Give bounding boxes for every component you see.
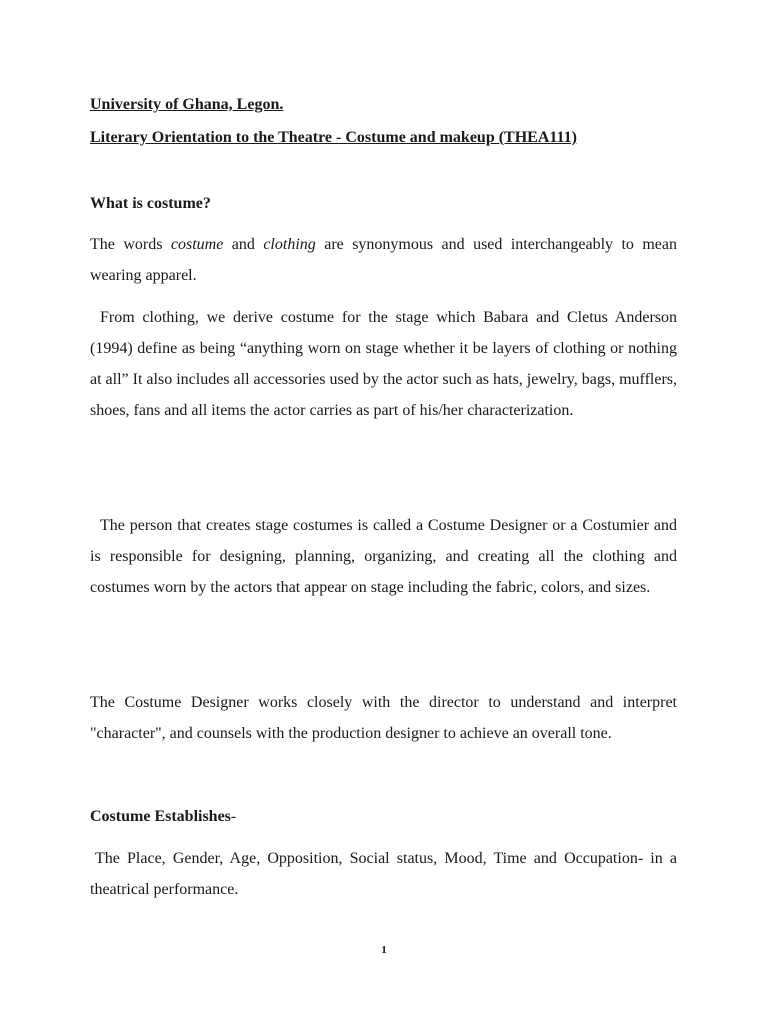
heading-text: Costume Establishes — [90, 808, 231, 825]
paragraph-text: and — [223, 236, 264, 253]
section-heading-costume-establishes — [90, 807, 677, 827]
term-clothing: clothing — [263, 236, 316, 253]
paragraph-text: are synonymous and used interchangeably to mean wearing apparel. — [90, 236, 678, 284]
paragraph-costume-designer: The person that creates stage costumes is called a Costume Designer or a Costumier and is responsible for designing, planning, organizing, and creating all the clothing and costumes worn by the actors that appear on stage including the fabric, colors, and sizes. — [90, 517, 677, 596]
paragraph-synonyms — [90, 229, 677, 291]
institution-title: University of Ghana, Legon. — [90, 96, 284, 113]
paragraph-designer-collaboration: The Costume Designer works closely with the director to understand and interpret "character", and counsels with the production designer to achieve an overall tone. — [90, 694, 677, 742]
term-costume: costume — [170, 236, 224, 253]
course-title: Literary Orientation to the Theatre - Costume and makeup (THEA111) — [90, 129, 577, 146]
heading-dash: - — [230, 808, 237, 825]
paragraph-establishes: The Place, Gender, Age, Opposition, Social status, Mood, Time and Occupation- in a theatrical performance. — [90, 850, 677, 898]
page-number: 1 — [381, 944, 387, 956]
paragraph-text: The words — [90, 236, 171, 253]
paragraph-definition: From clothing, we derive costume for the stage which Babara and Cletus Anderson (1994) define as being “anything worn on stage whether it be layers of clothing or nothing at all” It also includes all accessories used by the actor such as hats, jewelry, bags, mufflers, shoes, fans and all items the actor carries as part of his/her characterization. — [90, 309, 677, 419]
section-heading-what-is-costume: What is costume? — [90, 195, 211, 212]
